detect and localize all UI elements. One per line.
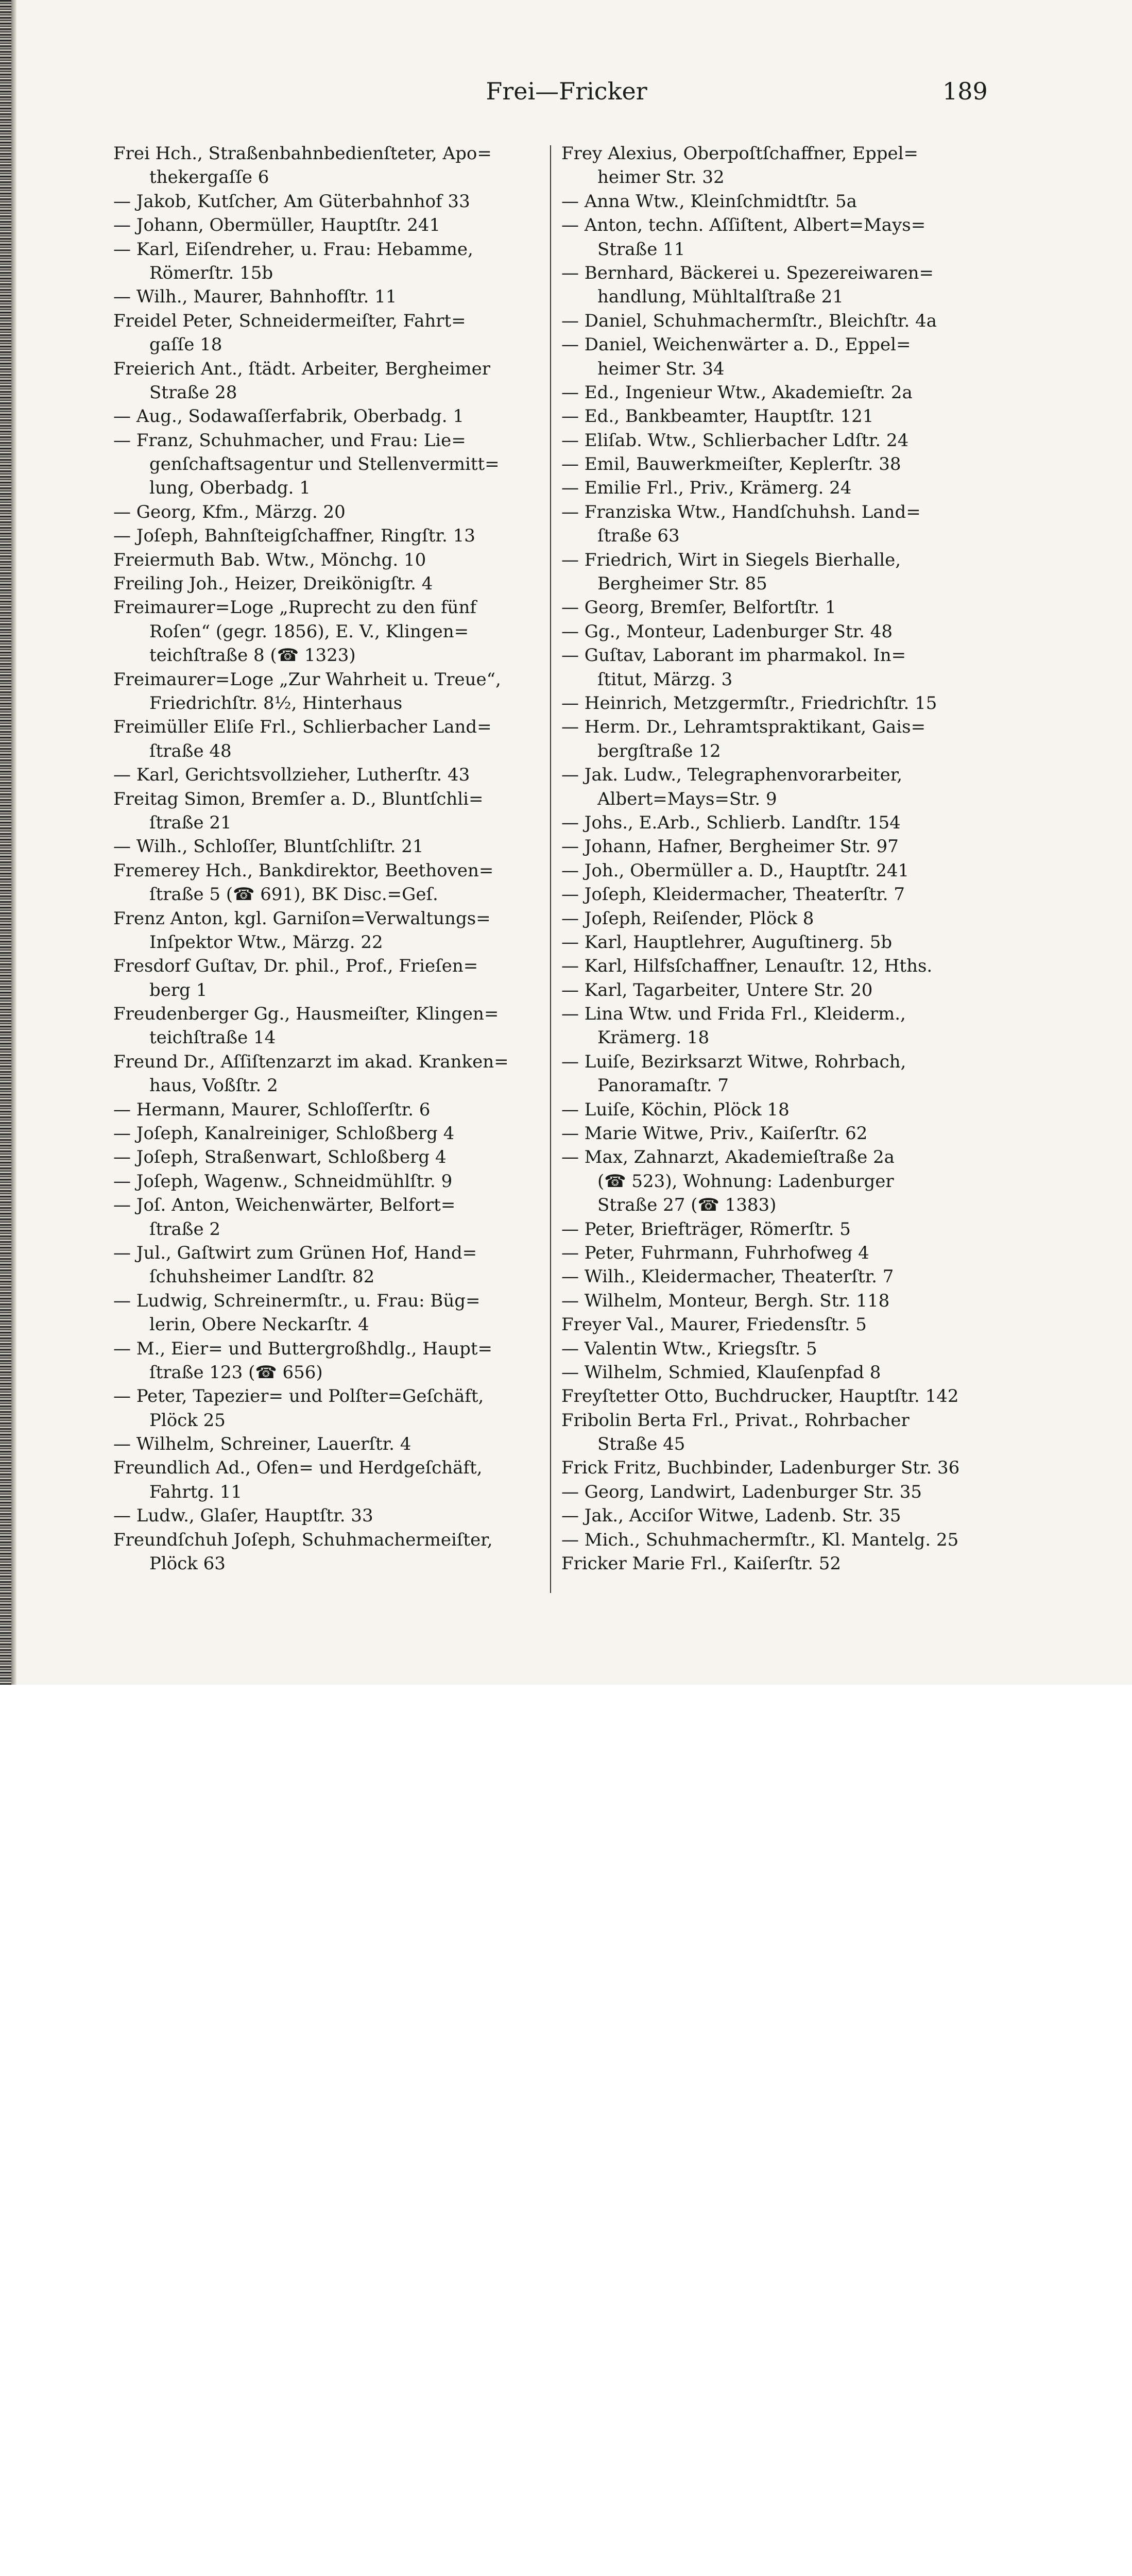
entry-continuation-line: thekergaſſe 6	[149, 167, 269, 188]
directory-entry-line: — Franz, Schuhmacher, und Frau: Lie=	[113, 430, 466, 451]
entry-continuation-line: gaſſe 18	[149, 334, 222, 355]
directory-entry-line: — Herm. Dr., Lehramtspraktikant, Gais=	[561, 717, 926, 738]
entry-continuation-line: teichſtraße 14	[149, 1027, 276, 1048]
directory-entry-line: — Ludw., Glaſer, Hauptſtr. 33	[113, 1505, 373, 1527]
directory-entry-line: — Wilh., Schloſſer, Bluntſchliſtr. 21	[113, 836, 424, 857]
entry-continuation-line: Fahrtg. 11	[149, 1481, 243, 1502]
directory-entry-line: Freudenberger Gg., Hausmeiſter, Klingen=	[113, 1004, 499, 1025]
directory-entry-line: Freiermuth Bab. Wtw., Mönchg. 10	[113, 549, 426, 570]
directory-entry-line: Freimaurer=Loge „Ruprecht zu den fünf	[113, 597, 476, 618]
directory-entry-line: — Jakob, Kutſcher, Am Güterbahnhof 33	[113, 191, 470, 212]
entry-continuation-line: bergſtraße 12	[597, 740, 721, 761]
entry-continuation-line: Straße 27 (☎ 1383)	[597, 1195, 777, 1216]
entry-continuation-line: haus, Voßſtr. 2	[149, 1075, 278, 1096]
running-header: Frei—Fricker	[486, 77, 647, 105]
directory-entry-line: — Bernhard, Bäckerei u. Spezereiwaren=	[561, 262, 934, 283]
directory-entry-line: Freierich Ant., ſtädt. Arbeiter, Bergheimer	[113, 358, 491, 379]
directory-entry-line: Fresdorf Guſtav, Dr. phil., Prof., Frieſen=	[113, 956, 478, 977]
directory-entry-line: Freyer Val., Maurer, Friedensſtr. 5	[561, 1314, 867, 1335]
column-rule	[550, 145, 551, 1593]
entry-continuation-line: Inſpektor Wtw., Märzg. 22	[149, 931, 383, 953]
directory-entry-line: — Ed., Ingenieur Wtw., Akademieſtr. 2a	[561, 382, 913, 403]
directory-entry-line: Freundlich Ad., Ofen= und Herdgeſchäft,	[113, 1458, 483, 1479]
directory-entry-line: — Wilh., Maurer, Bahnhofſtr. 11	[113, 286, 397, 308]
directory-entry-line: — Johs., E.Arb., Schlierb. Landſtr. 154	[561, 812, 901, 833]
directory-entry-line: — Wilhelm, Monteur, Bergh. Str. 118	[561, 1290, 890, 1311]
binding-shadow	[11, 0, 16, 1685]
directory-entry-line: Frey Alexius, Oberpoſtſchaffner, Eppel=	[561, 143, 918, 164]
directory-entry-line: — Wilhelm, Schreiner, Lauerſtr. 4	[113, 1434, 411, 1455]
directory-entry-line: — Mich., Schuhmachermſtr., Kl. Mantelg. 25	[561, 1529, 959, 1550]
directory-entry-line: — Guſtav, Laborant im pharmakol. In=	[561, 645, 906, 666]
directory-entry-line: — Hermann, Maurer, Schloſſerſtr. 6	[113, 1099, 431, 1120]
page-number: 189	[942, 77, 988, 105]
directory-entry-line: Freyſtetter Otto, Buchdrucker, Hauptſtr. 142	[561, 1386, 959, 1407]
directory-entry-line: Freitag Simon, Bremſer a. D., Bluntſchli=	[113, 788, 484, 809]
directory-entry-line: — Jak. Ludw., Telegraphenvorarbeiter,	[561, 765, 903, 786]
directory-entry-line: — Aug., Sodawaſſerfabrik, Oberbadg. 1	[113, 406, 464, 427]
directory-entry-line: — Karl, Hauptlehrer, Auguſtinerg. 5b	[561, 931, 893, 953]
entry-continuation-line: Straße 28	[149, 382, 237, 403]
entry-continuation-line: ſchuhsheimer Landſtr. 82	[149, 1266, 375, 1287]
entry-continuation-line: Bergheimer Str. 85	[597, 573, 767, 595]
entry-continuation-line: Friedrichſtr. 8½, Hinterhaus	[149, 692, 403, 714]
entry-continuation-line: ſtraße 48	[149, 740, 232, 761]
directory-entry-line: Frenz Anton, kgl. Garniſon=Verwaltungs=	[113, 908, 491, 929]
directory-entry-line: — Johann, Hafner, Bergheimer Str. 97	[561, 836, 899, 857]
directory-entry-line: — Anton, techn. Aſſiſtent, Albert=Mays=	[561, 215, 926, 236]
entry-continuation-line: ſtraße 2	[149, 1218, 221, 1240]
entry-continuation-line: ſtitut, Märzg. 3	[597, 669, 733, 690]
directory-entry-line: — Johann, Obermüller, Hauptſtr. 241	[113, 215, 441, 236]
entry-continuation-line: genſchaftsagentur und Stellenvermitt=	[149, 454, 500, 475]
directory-entry-line: — Franziska Wtw., Handſchuhsh. Land=	[561, 501, 921, 522]
directory-entry-line: — Karl, Hilfsſchaffner, Lenauſtr. 12, Hths.	[561, 956, 933, 977]
directory-entry-line: — Karl, Tagarbeiter, Untere Str. 20	[561, 979, 873, 1001]
entry-continuation-line: (☎ 523), Wohnung: Ladenburger	[597, 1171, 894, 1192]
directory-entry-line: — Wilhelm, Schmied, Klauſenpfad 8	[561, 1362, 881, 1383]
directory-entry-line: — Karl, Eiſendreher, u. Frau: Hebamme,	[113, 239, 473, 260]
directory-entry-line: — Joſeph, Wagenw., Schneidmühlſtr. 9	[113, 1171, 453, 1192]
entry-continuation-line: lung, Oberbadg. 1	[149, 478, 311, 499]
directory-entry-line: — Lina Wtw. und Frida Frl., Kleiderm.,	[561, 1004, 906, 1025]
directory-entry-line: — Wilh., Kleidermacher, Theaterſtr. 7	[561, 1266, 894, 1287]
directory-entry-line: — Ed., Bankbeamter, Hauptſtr. 121	[561, 406, 874, 427]
entry-continuation-line: Krämerg. 18	[597, 1027, 710, 1048]
directory-entry-line: Frick Fritz, Buchbinder, Ladenburger Str. 36	[561, 1458, 960, 1479]
directory-entry-line: Freund Dr., Aſſiſtenzarzt im akad. Kranken=	[113, 1051, 509, 1072]
directory-entry-line: — Luiſe, Bezirksarzt Witwe, Rohrbach,	[561, 1051, 906, 1072]
directory-entry-line: — Karl, Gerichtsvollzieher, Lutherſtr. 43	[113, 765, 470, 786]
entry-continuation-line: heimer Str. 34	[597, 358, 725, 379]
directory-entry-line: — Jak., Acciſor Witwe, Ladenb. Str. 35	[561, 1505, 901, 1527]
directory-entry-line: — Eliſab. Wtw., Schlierbacher Ldſtr. 24	[561, 430, 909, 451]
directory-entry-line: — Georg, Landwirt, Ladenburger Str. 35	[561, 1481, 922, 1502]
entry-continuation-line: Römerſtr. 15b	[149, 262, 273, 283]
directory-entry-line: Freiling Joh., Heizer, Dreikönigſtr. 4	[113, 573, 433, 595]
directory-entry-line: — Joh., Obermüller a. D., Hauptſtr. 241	[561, 860, 910, 881]
directory-entry-line: Freimüller Eliſe Frl., Schlierbacher Land=	[113, 717, 492, 738]
entry-continuation-line: Albert=Mays=Str. 9	[597, 788, 777, 809]
directory-entry-line: — Heinrich, Metzgermſtr., Friedrichſtr. 15	[561, 692, 937, 714]
directory-entry-line: — Peter, Briefträger, Römerſtr. 5	[561, 1218, 851, 1240]
directory-entry-line: — Gg., Monteur, Ladenburger Str. 48	[561, 621, 893, 642]
directory-entry-line: — Daniel, Schuhmachermſtr., Bleichſtr. 4a	[561, 310, 937, 331]
directory-entry-line: — Anna Wtw., Kleinſchmidtſtr. 5a	[561, 191, 857, 212]
entry-continuation-line: handlung, Mühltalſtraße 21	[597, 286, 844, 308]
entry-continuation-line: Straße 45	[597, 1434, 685, 1455]
footer-bar	[0, 1685, 1132, 1767]
directory-entry-line: — Peter, Tapezier= und Polſter=Geſchäft,	[113, 1386, 484, 1407]
entry-continuation-line: Panoramaſtr. 7	[597, 1075, 729, 1096]
directory-entry-line: — Marie Witwe, Priv., Kaiſerſtr. 62	[561, 1123, 868, 1144]
entry-continuation-line: Straße 11	[597, 239, 685, 260]
directory-entry-line: — Joſeph, Reiſender, Plöck 8	[561, 908, 814, 929]
entry-continuation-line: ſtraße 123 (☎ 656)	[149, 1362, 323, 1383]
directory-entry-line: Fricker Marie Frl., Kaiſerſtr. 52	[561, 1553, 841, 1574]
entry-continuation-line: heimer Str. 32	[597, 167, 725, 188]
entry-continuation-line: Plöck 25	[149, 1410, 226, 1431]
entry-continuation-line: ſtraße 21	[149, 812, 232, 833]
directory-entry-line: Freidel Peter, Schneidermeiſter, Fahrt=	[113, 310, 466, 331]
entry-continuation-line: ſtraße 5 (☎ 691), BK Disc.=Geſ.	[149, 884, 438, 905]
directory-entry-line: — Joſeph, Straßenwart, Schloßberg 4	[113, 1147, 447, 1168]
entry-continuation-line: ſtraße 63	[597, 526, 680, 547]
directory-entry-line: — Daniel, Weichenwärter a. D., Eppel=	[561, 334, 911, 355]
binding-edge	[0, 0, 11, 1685]
directory-entry-line: — M., Eier= und Buttergroßhdlg., Haupt=	[113, 1338, 493, 1359]
directory-entry-line: — Luiſe, Köchin, Plöck 18	[561, 1099, 790, 1120]
directory-entry-line: — Georg, Bremſer, Belfortſtr. 1	[561, 597, 836, 618]
entry-continuation-line: Plöck 63	[149, 1553, 226, 1574]
right-column	[561, 142, 989, 1575]
directory-entry-line: Frei Hch., Straßenbahnbedienſteter, Apo=	[113, 143, 492, 164]
directory-entry-line: Freundſchuh Joſeph, Schuhmachermeiſter,	[113, 1529, 493, 1550]
directory-entry-line: Fribolin Berta Frl., Privat., Rohrbacher	[561, 1410, 910, 1431]
directory-entry-line: — Jul., Gaſtwirt zum Grünen Hof, Hand=	[113, 1242, 477, 1263]
directory-entry-line: — Joſ. Anton, Weichenwärter, Belfort=	[113, 1195, 456, 1216]
directory-entry-line: — Joſeph, Kleidermacher, Theaterſtr. 7	[561, 884, 905, 905]
directory-entry-line: — Emilie Frl., Priv., Krämerg. 24	[561, 478, 852, 499]
directory-entry-line: — Joſeph, Kanalreiniger, Schloßberg 4	[113, 1123, 455, 1144]
directory-entry-line: — Friedrich, Wirt in Siegels Bierhalle,	[561, 549, 901, 570]
left-column	[113, 142, 541, 1575]
directory-entry-line: — Ludwig, Schreinermſtr., u. Frau: Büg=	[113, 1290, 481, 1311]
directory-entry-line: Freimaurer=Loge „Zur Wahrheit u. Treue“,	[113, 669, 501, 690]
directory-entry-line: — Emil, Bauwerkmeiſter, Keplerſtr. 38	[561, 454, 901, 475]
directory-entry-line: Fremerey Hch., Bankdirektor, Beethoven=	[113, 860, 494, 881]
directory-entry-line: — Georg, Kfm., Märzg. 20	[113, 501, 346, 522]
entry-continuation-line: lerin, Obere Neckarſtr. 4	[149, 1314, 369, 1335]
entry-continuation-line: teichſtraße 8 (☎ 1323)	[149, 645, 356, 666]
directory-entry-line: — Max, Zahnarzt, Akademieſtraße 2a	[561, 1147, 895, 1168]
directory-entry-line: — Valentin Wtw., Kriegsſtr. 5	[561, 1338, 817, 1359]
directory-entry-line: — Joſeph, Bahnſteigſchaffner, Ringſtr. 13	[113, 526, 475, 547]
entry-continuation-line: berg 1	[149, 979, 208, 1001]
directory-entry-line: — Peter, Fuhrmann, Fuhrhofweg 4	[561, 1242, 869, 1263]
entry-continuation-line: Roſen“ (gegr. 1856), E. V., Klingen=	[149, 621, 469, 642]
